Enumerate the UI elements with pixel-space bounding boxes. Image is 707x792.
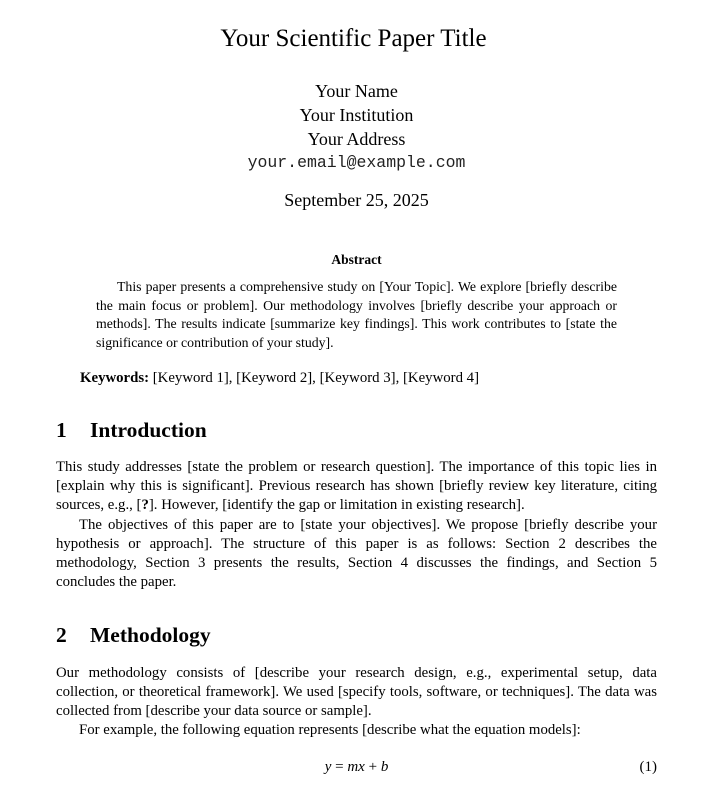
keywords-list: [Keyword 1], [Keyword 2], [Keyword 3], [Keyword 4] <box>152 370 480 386</box>
methodology-paragraph-2: For example, the following equation represents [describe what the equation models]: <box>79 722 581 738</box>
equation-expression: y = mx + b <box>324 759 389 775</box>
abstract-heading: Abstract <box>331 252 382 267</box>
author-institution: Your Institution <box>299 105 414 125</box>
keywords <box>80 368 479 388</box>
paper-title: Your Scientific Paper Title <box>220 25 487 52</box>
author-address: Your Address <box>307 129 406 149</box>
section-title: Introduction <box>90 418 207 442</box>
equation-1 <box>56 756 657 778</box>
author-email: your.email@example.com <box>247 153 466 172</box>
section-heading-introduction <box>56 416 207 444</box>
paper-date: September 25, 2025 <box>284 190 429 210</box>
section-number: 2 <box>56 623 67 647</box>
paragraph-text: This study addresses [state the problem or research question]. The importance of this topic lies in [explain why this is significant]. Previous research has shown [briefly review key literature, citing sources, e.g., [ <box>56 459 657 514</box>
paragraph-text: ]. However, [identify the gap or limitation in existing research]. <box>148 497 525 514</box>
section-number: 1 <box>56 418 67 442</box>
introduction-paragraph-2: The objectives of this paper are to [state your objectives]. We propose [briefly describe your hypothesis or approach]. The structure of this paper is as follows: Section 2 describes the methodology, Section 3 presents the results, Section 4 discusses the findings, and Section 5 concludes the paper. <box>56 517 657 591</box>
citation-placeholder: ? <box>141 497 149 514</box>
author-name: Your Name <box>315 81 398 101</box>
introduction-paragraph-1 <box>56 458 657 515</box>
abstract-text: This paper presents a comprehensive study on [Your Topic]. We explore [briefly describe the main focus or problem]. Our methodology involves [briefly describe your approach or methods]. The results indicate [summarize key findings]. This work contributes to [state the significance or contribution of your study]. <box>96 279 617 351</box>
equation-number: (1) <box>639 759 657 775</box>
methodology-paragraph-1: Our methodology consists of [describe your research design, e.g., experimental setup, data collection, or theoretical framework]. We used [specify tools, software, or techniques]. The data was collected from [describe your data source or sample]. <box>56 665 657 720</box>
section-heading-methodology <box>56 621 211 649</box>
keywords-label: Keywords: <box>80 370 150 386</box>
section-title: Methodology <box>90 623 211 647</box>
